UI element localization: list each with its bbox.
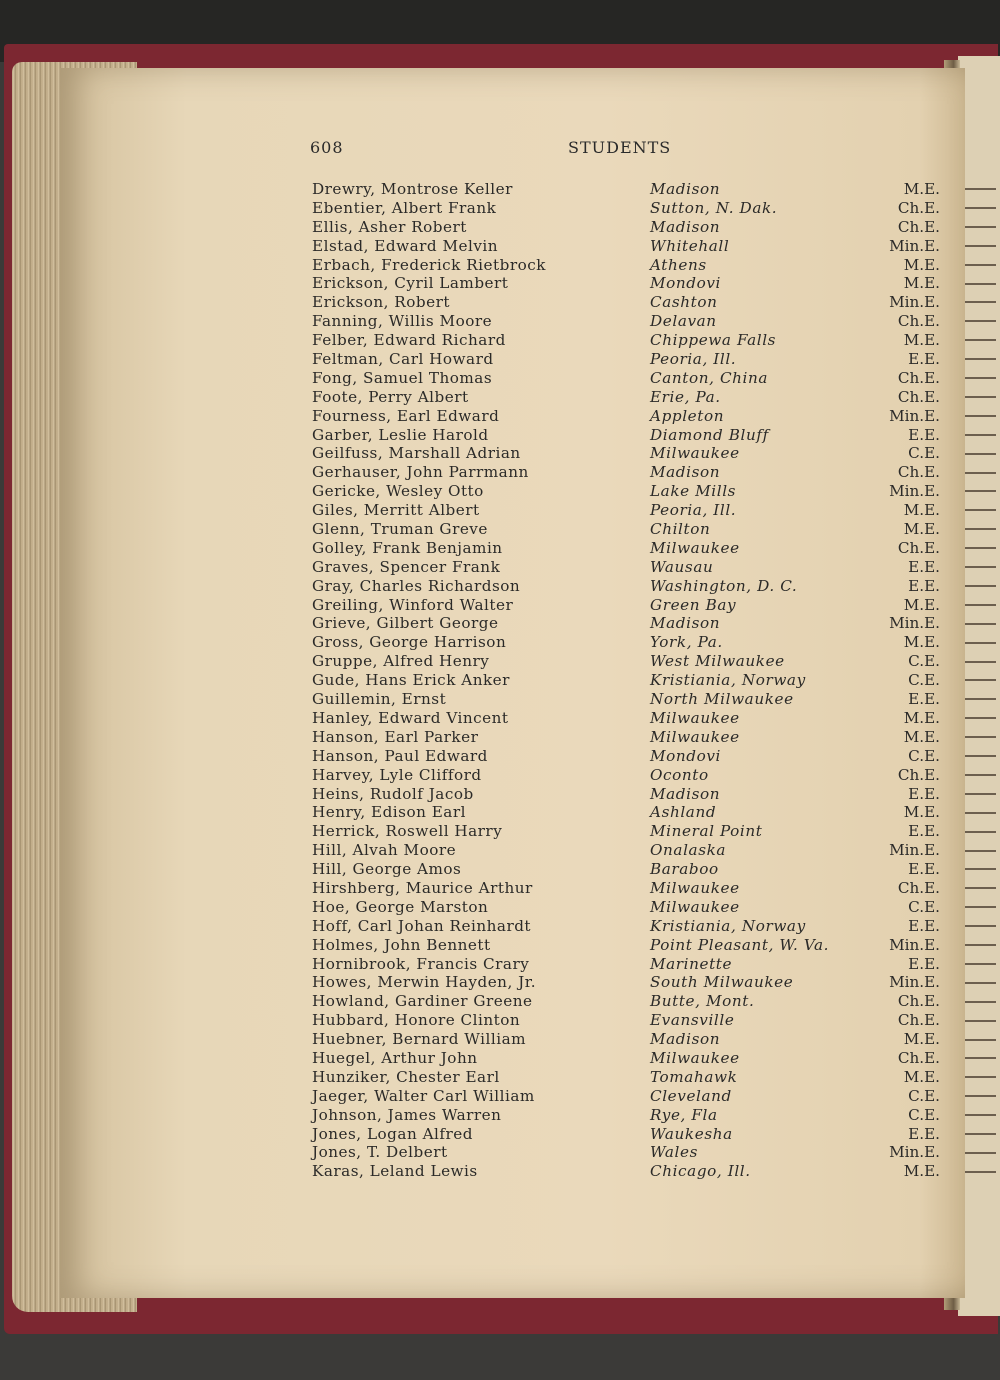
student-town: Milwaukee <box>650 538 740 557</box>
student-town: Canton, China <box>650 368 769 387</box>
student-name: Hanley, Edward Vincent <box>312 708 509 727</box>
student-row <box>312 463 940 482</box>
student-course: M.E. <box>903 708 940 727</box>
student-row <box>312 577 940 596</box>
student-town: Milwaukee <box>650 897 740 916</box>
next-page-text-line <box>962 793 996 795</box>
next-page-text-line <box>962 547 996 549</box>
student-name: Huegel, Arthur John <box>312 1048 478 1067</box>
student-name: Gude, Hans Erick Anker <box>312 671 510 690</box>
student-row <box>312 218 940 237</box>
student-name: Hoff, Carl Johan Reinhardt <box>312 916 532 935</box>
next-page-text-line <box>962 604 996 606</box>
next-page-text-line <box>962 1039 996 1041</box>
next-page-text-line <box>962 339 996 341</box>
student-course: Ch.E. <box>897 878 940 897</box>
student-course: Min.E. <box>889 293 940 312</box>
student-town: Waukesha <box>650 1124 733 1143</box>
student-row <box>312 1049 940 1068</box>
student-town: Point Pleasant, W. Va. <box>650 935 830 954</box>
student-course: C.E. <box>908 444 940 463</box>
student-row <box>312 444 940 463</box>
student-course: Ch.E. <box>897 312 940 331</box>
next-page-text-line <box>962 850 996 852</box>
student-course: Ch.E. <box>897 217 940 236</box>
student-town: Athens <box>650 255 707 274</box>
student-row <box>312 803 940 822</box>
student-name: Jones, T. Delbert <box>312 1143 448 1162</box>
student-name: Felber, Edward Richard <box>312 331 506 350</box>
student-name: Hanson, Earl Parker <box>312 727 479 746</box>
student-course: M.E. <box>903 803 940 822</box>
next-page-text-line <box>962 434 996 436</box>
student-row <box>312 1106 940 1125</box>
student-town: South Milwaukee <box>650 973 794 992</box>
student-row <box>312 350 940 369</box>
student-town: Erie, Pa. <box>650 387 721 406</box>
student-name: Hanson, Paul Edward <box>312 746 488 765</box>
student-row <box>312 274 940 293</box>
next-page-text-line <box>962 226 996 228</box>
student-town: Diamond Bluff <box>650 425 769 444</box>
student-row <box>312 501 940 520</box>
student-row <box>312 1125 940 1144</box>
student-name: Hoe, George Marston <box>312 897 489 916</box>
student-row <box>312 293 940 312</box>
student-name: Gruppe, Alfred Henry <box>312 652 490 671</box>
student-course: M.E. <box>903 180 940 198</box>
student-town: Marinette <box>650 954 733 973</box>
student-course: C.E. <box>908 1086 940 1105</box>
student-row <box>312 690 940 709</box>
student-town: Madison <box>650 217 721 236</box>
student-name: Hill, Alvah Moore <box>312 841 457 860</box>
student-row <box>312 199 940 218</box>
next-page-text-line <box>962 982 996 984</box>
student-row <box>312 973 940 992</box>
next-page-text-line <box>962 188 996 190</box>
student-row <box>312 917 940 936</box>
student-name: Graves, Spencer Frank <box>312 557 501 576</box>
next-page-text-line <box>962 301 996 303</box>
student-town: Milwaukee <box>650 444 740 463</box>
page-number: 608 <box>310 138 344 157</box>
student-name: Glenn, Truman Greve <box>312 520 488 539</box>
student-name: Karas, Leland Lewis <box>312 1162 478 1181</box>
student-course: E.E. <box>908 350 940 369</box>
student-course: M.E. <box>903 255 940 274</box>
student-town: Milwaukee <box>650 878 740 897</box>
student-row <box>312 860 940 879</box>
next-page-text-line <box>962 509 996 511</box>
student-name: Golley, Frank Benjamin <box>312 538 503 557</box>
student-town: Chicago, Ill. <box>650 1162 751 1181</box>
next-page-text-line <box>962 358 996 360</box>
student-course: M.E. <box>903 520 940 539</box>
student-row <box>312 898 940 917</box>
next-page-text-line <box>962 1095 996 1097</box>
student-row <box>312 955 940 974</box>
student-name: Hornibrook, Francis Crary <box>312 954 530 973</box>
student-town: Milwaukee <box>650 727 740 746</box>
next-page-text-line <box>962 906 996 908</box>
student-name: Erbach, Frederick Rietbrock <box>312 255 546 274</box>
student-course: C.E. <box>908 671 940 690</box>
student-town: North Milwaukee <box>650 690 794 709</box>
next-page-text-line <box>962 453 996 455</box>
student-course: Ch.E. <box>897 992 940 1011</box>
student-row <box>312 558 940 577</box>
student-name: Fanning, Willis Moore <box>312 312 493 331</box>
student-town: Mineral Point <box>650 822 763 841</box>
student-course: M.E. <box>903 331 940 350</box>
student-name: Giles, Merritt Albert <box>312 501 480 520</box>
student-town: Mondovi <box>650 274 721 293</box>
student-row <box>312 1143 940 1162</box>
student-name: Heins, Rudolf Jacob <box>312 784 474 803</box>
student-row <box>312 747 940 766</box>
student-course: M.E. <box>903 595 940 614</box>
next-page-text-line <box>962 396 996 398</box>
student-row <box>312 822 940 841</box>
student-row <box>312 237 940 256</box>
next-page-text-line <box>962 490 996 492</box>
student-row <box>312 520 940 539</box>
next-page-text-line <box>962 868 996 870</box>
student-name: Harvey, Lyle Clifford <box>312 765 482 784</box>
student-name: Hubbard, Honore Clinton <box>312 1011 521 1030</box>
student-row <box>312 728 940 747</box>
student-course: Min.E. <box>889 841 940 860</box>
student-name: Johnson, James Warren <box>312 1105 502 1124</box>
student-course: Ch.E. <box>897 368 940 387</box>
student-town: Tomahawk <box>650 1067 738 1086</box>
student-name: Foote, Perry Albert <box>312 387 469 406</box>
student-course: Ch.E. <box>897 1048 940 1067</box>
next-page-text-line <box>962 944 996 946</box>
student-name: Ebentier, Albert Frank <box>312 198 497 217</box>
student-town: Madison <box>650 614 721 633</box>
student-name: Garber, Leslie Harold <box>312 425 489 444</box>
student-town: Peoria, Ill. <box>650 350 737 369</box>
student-row <box>312 312 940 331</box>
next-page-text-line <box>962 774 996 776</box>
student-town: Green Bay <box>650 595 737 614</box>
student-row <box>312 256 940 275</box>
student-row <box>312 614 940 633</box>
student-row <box>312 766 940 785</box>
student-town: Onalaska <box>650 841 727 860</box>
next-page-text-line <box>962 642 996 644</box>
student-row <box>312 426 940 445</box>
student-town: Sutton, N. Dak. <box>650 198 778 217</box>
student-name: Jones, Logan Alfred <box>312 1124 473 1143</box>
student-course: E.E. <box>908 784 940 803</box>
next-page-text-line <box>962 925 996 927</box>
student-name: Gray, Charles Richardson <box>312 576 521 595</box>
student-name: Howland, Gardiner Greene <box>312 992 533 1011</box>
student-row <box>312 671 940 690</box>
student-town: Evansville <box>650 1011 735 1030</box>
next-page-text-line <box>962 283 996 285</box>
student-town: Cleveland <box>650 1086 732 1105</box>
student-course: C.E. <box>908 746 940 765</box>
student-course: E.E. <box>908 860 940 879</box>
student-name: Greiling, Winford Walter <box>312 595 514 614</box>
student-name: Hill, George Amos <box>312 860 462 879</box>
student-row <box>312 1087 940 1106</box>
student-course: Min.E. <box>889 935 940 954</box>
next-page-text-line <box>962 1076 996 1078</box>
next-page-text-line <box>962 320 996 322</box>
student-name: Feltman, Carl Howard <box>312 350 494 369</box>
student-name: Howes, Merwin Hayden, Jr. <box>312 973 537 992</box>
student-town: Ashland <box>650 803 717 822</box>
student-course: E.E. <box>908 425 940 444</box>
student-town: Whitehall <box>650 236 730 255</box>
next-page-text-line <box>962 698 996 700</box>
student-town: Cashton <box>650 293 718 312</box>
student-town: Milwaukee <box>650 1048 740 1067</box>
student-row <box>312 596 940 615</box>
student-course: Ch.E. <box>897 387 940 406</box>
student-course: M.E. <box>903 1030 940 1049</box>
student-row <box>312 1068 940 1087</box>
student-name: Fong, Samuel Thomas <box>312 368 493 387</box>
student-row <box>312 388 940 407</box>
student-name: Hirshberg, Maurice Arthur <box>312 878 533 897</box>
student-town: Milwaukee <box>650 708 740 727</box>
next-page-text-line <box>962 736 996 738</box>
next-page-text-line <box>962 566 996 568</box>
student-course: C.E. <box>908 1105 940 1124</box>
student-row <box>312 709 940 728</box>
student-name: Henry, Edison Earl <box>312 803 466 822</box>
student-row <box>312 331 940 350</box>
next-page-text-line <box>962 585 996 587</box>
student-course: E.E. <box>908 916 940 935</box>
student-course: Ch.E. <box>897 1011 940 1030</box>
next-page-text-line <box>962 812 996 814</box>
running-head: STUDENTS <box>568 138 672 157</box>
student-row <box>312 652 940 671</box>
student-town: Baraboo <box>650 860 719 879</box>
next-page-text-line <box>962 623 996 625</box>
student-town: Madison <box>650 1030 721 1049</box>
student-course: M.E. <box>903 633 940 652</box>
student-name: Jaeger, Walter Carl William <box>312 1086 535 1105</box>
next-page-text-line <box>962 1152 996 1154</box>
student-row <box>312 407 940 426</box>
student-course: Min.E. <box>889 482 940 501</box>
next-page-text-line <box>962 661 996 663</box>
student-name: Grieve, Gilbert George <box>312 614 499 633</box>
student-course: Min.E. <box>889 614 940 633</box>
student-course: M.E. <box>903 1162 940 1181</box>
student-town: Kristiania, Norway <box>650 671 806 690</box>
student-row <box>312 992 940 1011</box>
student-name: Huebner, Bernard William <box>312 1030 527 1049</box>
student-course: E.E. <box>908 690 940 709</box>
student-course: Min.E. <box>889 1143 940 1162</box>
student-course: Min.E. <box>889 406 940 425</box>
student-row <box>312 180 940 199</box>
student-course: E.E. <box>908 557 940 576</box>
next-page-text-line <box>962 1001 996 1003</box>
student-course: Ch.E. <box>897 538 940 557</box>
student-roster <box>312 180 940 1181</box>
next-page-text-line <box>962 1114 996 1116</box>
student-town: Madison <box>650 180 721 198</box>
student-row <box>312 879 940 898</box>
student-town: Wales <box>650 1143 698 1162</box>
student-row <box>312 1162 940 1181</box>
student-town: Oconto <box>650 765 709 784</box>
next-page-text-line <box>962 831 996 833</box>
student-town: West Milwaukee <box>650 652 785 671</box>
student-row <box>312 369 940 388</box>
page-header <box>0 138 1000 160</box>
next-page-text-line <box>962 1020 996 1022</box>
student-course: Ch.E. <box>897 463 940 482</box>
student-name: Fourness, Earl Edward <box>312 406 500 425</box>
student-name: Erickson, Robert <box>312 293 450 312</box>
next-page-text-line <box>962 528 996 530</box>
student-town: Wausau <box>650 557 714 576</box>
student-course: E.E. <box>908 1124 940 1143</box>
student-name: Hunziker, Chester Earl <box>312 1067 500 1086</box>
student-town: York, Pa. <box>650 633 723 652</box>
student-course: E.E. <box>908 576 940 595</box>
next-page-text-line <box>962 1133 996 1135</box>
student-row <box>312 482 940 501</box>
student-town: Lake Mills <box>650 482 737 501</box>
next-page-text-line <box>962 755 996 757</box>
student-row <box>312 1030 940 1049</box>
student-town: Washington, D. C. <box>650 576 798 595</box>
student-town: Chilton <box>650 520 711 539</box>
student-name: Herrick, Roswell Harry <box>312 822 503 841</box>
next-page-text-line <box>962 963 996 965</box>
student-name: Ellis, Asher Robert <box>312 217 467 236</box>
next-page-text-line <box>962 264 996 266</box>
next-page-text-line <box>962 377 996 379</box>
student-town: Butte, Mont. <box>650 992 755 1011</box>
student-row <box>312 785 940 804</box>
student-course: Ch.E. <box>897 198 940 217</box>
student-name: Holmes, John Bennett <box>312 935 491 954</box>
student-course: E.E. <box>908 954 940 973</box>
student-course: M.E. <box>903 727 940 746</box>
student-name: Gross, George Harrison <box>312 633 507 652</box>
next-page-text-line <box>962 717 996 719</box>
student-name: Elstad, Edward Melvin <box>312 236 499 255</box>
next-page-text-line <box>962 1057 996 1059</box>
student-town: Delavan <box>650 312 717 331</box>
student-town: Peoria, Ill. <box>650 501 737 520</box>
student-row <box>312 633 940 652</box>
student-name: Erickson, Cyril Lambert <box>312 274 509 293</box>
next-page-text-line <box>962 887 996 889</box>
student-course: C.E. <box>908 897 940 916</box>
student-name: Gericke, Wesley Otto <box>312 482 484 501</box>
student-name: Gerhauser, John Parrmann <box>312 463 529 482</box>
student-course: Min.E. <box>889 236 940 255</box>
student-town: Rye, Fla <box>650 1105 718 1124</box>
student-course: E.E. <box>908 822 940 841</box>
next-page-text-line <box>962 679 996 681</box>
next-page-text-line <box>962 1171 996 1173</box>
student-course: M.E. <box>903 274 940 293</box>
student-row <box>312 539 940 558</box>
student-course: Min.E. <box>889 973 940 992</box>
student-name: Geilfuss, Marshall Adrian <box>312 444 521 463</box>
student-row <box>312 1011 940 1030</box>
student-town: Appleton <box>650 406 725 425</box>
next-page-text-line <box>962 472 996 474</box>
student-name: Guillemin, Ernst <box>312 690 447 709</box>
student-town: Chippewa Falls <box>650 331 777 350</box>
next-page-text-line <box>962 207 996 209</box>
student-town: Kristiania, Norway <box>650 916 806 935</box>
student-row <box>312 841 940 860</box>
student-town: Mondovi <box>650 746 721 765</box>
next-page-text-line <box>962 415 996 417</box>
student-course: C.E. <box>908 652 940 671</box>
student-course: M.E. <box>903 1067 940 1086</box>
student-course: M.E. <box>903 501 940 520</box>
student-course: Ch.E. <box>897 765 940 784</box>
student-name: Drewry, Montrose Keller <box>312 180 513 198</box>
student-town: Madison <box>650 463 721 482</box>
student-row <box>312 936 940 955</box>
student-town: Madison <box>650 784 721 803</box>
next-page-text-line <box>962 245 996 247</box>
